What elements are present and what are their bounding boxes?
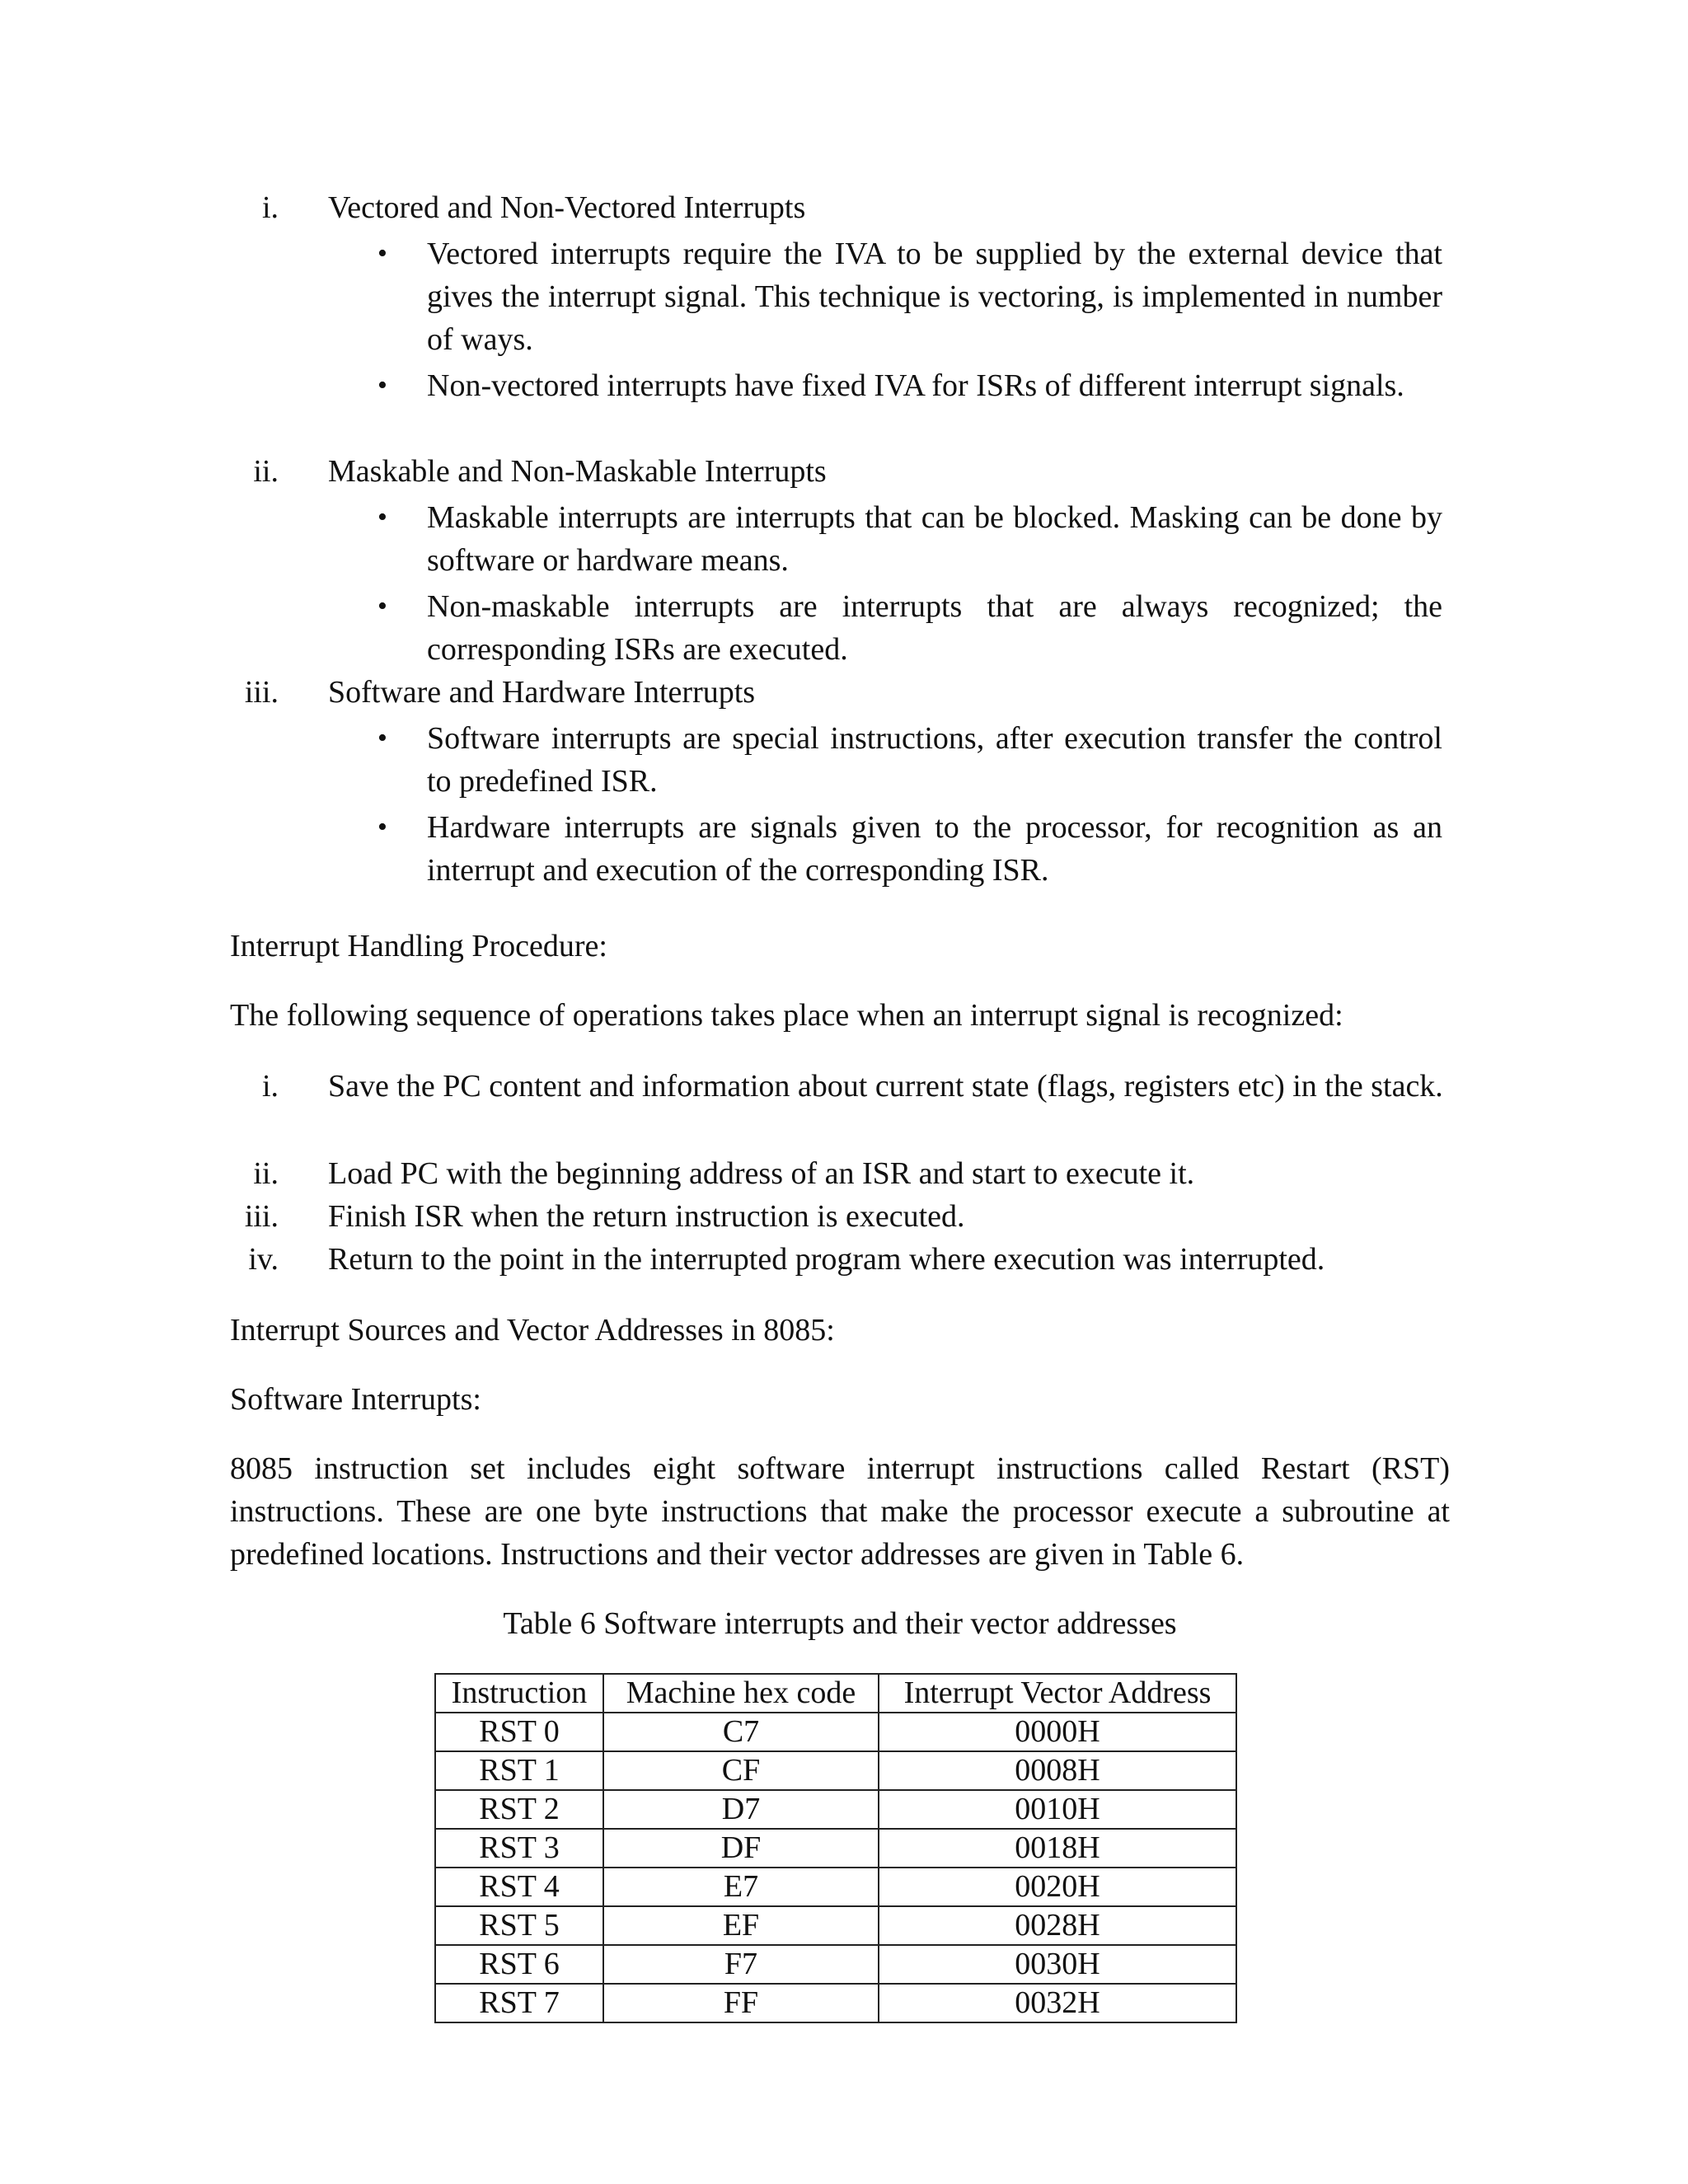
column-header: Interrupt Vector Address <box>879 1674 1236 1713</box>
list-numeral: iii. <box>244 675 279 710</box>
step-text: Load PC with the beginning address of an ISR and start to execute it. <box>328 1156 1195 1191</box>
table-header-row <box>435 1674 1236 1713</box>
table-row <box>435 1790 1236 1829</box>
table-row <box>435 1829 1236 1868</box>
table-row <box>435 1868 1236 1906</box>
table-row <box>435 1713 1236 1751</box>
table-cell: 0020H <box>879 1868 1236 1906</box>
section-heading: Interrupt Sources and Vector Addresses in 8085: <box>230 1313 835 1347</box>
list-heading: Maskable and Non-Maskable Interrupts <box>328 454 827 489</box>
table-cell: 0030H <box>879 1945 1236 1984</box>
table-cell: 0032H <box>879 1984 1236 2022</box>
list-heading: Software and Hardware Interrupts <box>328 675 756 710</box>
table-cell: C7 <box>603 1713 879 1751</box>
column-header: Machine hex code <box>603 1674 879 1713</box>
bullet-icon: • <box>377 502 387 532</box>
table-row <box>435 1984 1236 2022</box>
step-numeral: ii. <box>253 1156 279 1191</box>
step-numeral: i. <box>261 1069 279 1104</box>
step-numeral: iv. <box>248 1242 279 1277</box>
table-cell: RST 7 <box>435 1984 603 2022</box>
table-cell: RST 6 <box>435 1945 603 1984</box>
body-paragraph: 8085 instruction set includes eight software interrupt instructions called Restart (RST) instructions. These are one byte instructions that make the processor execute a subroutine at predefined locations. Instructions and their vector addresses are given in Table 6. <box>230 1451 1450 1572</box>
table-row <box>435 1945 1236 1984</box>
table-cell: RST 3 <box>435 1829 603 1868</box>
list-numeral: i. <box>261 190 279 225</box>
table-cell: E7 <box>603 1868 879 1906</box>
bullet-icon: • <box>377 591 387 621</box>
bullet-text: Vectored interrupts require the IVA to be supplied by the external device that gives the interrupt signal. This technique is vectoring, is implemented in number of ways. <box>427 237 1442 357</box>
vector-address-table <box>434 1673 1237 2023</box>
table-cell: RST 5 <box>435 1906 603 1945</box>
table-cell: 0018H <box>879 1829 1236 1868</box>
column-header: Instruction <box>435 1674 603 1713</box>
bullet-text: Software interrupts are special instructions, after execution transfer the control to predefined ISR. <box>427 721 1442 799</box>
table-cell: 0008H <box>879 1751 1236 1790</box>
table-cell: 0010H <box>879 1790 1236 1829</box>
section-heading: Interrupt Handling Procedure: <box>230 929 607 963</box>
table-cell: FF <box>603 1984 879 2022</box>
table-cell: RST 4 <box>435 1868 603 1906</box>
table-cell: D7 <box>603 1790 879 1829</box>
bullet-icon: • <box>377 238 387 269</box>
table-cell: RST 1 <box>435 1751 603 1790</box>
bullet-icon: • <box>377 370 387 401</box>
bullet-text: Hardware interrupts are signals given to the processor, for recognition as an interrupt and execution of the corresponding ISR. <box>427 810 1442 888</box>
step-numeral: iii. <box>244 1199 279 1234</box>
table-cell: RST 2 <box>435 1790 603 1829</box>
step-text: Save the PC content and information about current state (flags, registers etc) in the stack. <box>328 1069 1443 1104</box>
step-text: Finish ISR when the return instruction is executed. <box>328 1199 965 1234</box>
table-cell: F7 <box>603 1945 879 1984</box>
table-cell: CF <box>603 1751 879 1790</box>
step-text: Return to the point in the interrupted program where execution was interrupted. <box>328 1242 1325 1277</box>
table-cell: DF <box>603 1829 879 1868</box>
subsection-heading: Software Interrupts: <box>230 1382 481 1417</box>
list-heading: Vectored and Non-Vectored Interrupts <box>328 190 806 225</box>
bullet-text: Non-vectored interrupts have fixed IVA for ISRs of different interrupt signals. <box>427 368 1404 403</box>
table-row <box>435 1906 1236 1945</box>
bullet-icon: • <box>377 723 387 753</box>
table-cell: 0028H <box>879 1906 1236 1945</box>
bullet-text: Maskable interrupts are interrupts that can be blocked. Masking can be done by software or hardware means. <box>427 500 1442 578</box>
bullet-text: Non-maskable interrupts are interrupts that are always recognized; the corresponding ISRs are executed. <box>427 589 1442 667</box>
table-caption: Table 6 Software interrupts and their vector addresses <box>503 1606 1177 1641</box>
intro-paragraph: The following sequence of operations takes place when an interrupt signal is recognized: <box>230 998 1343 1033</box>
table-cell: 0000H <box>879 1713 1236 1751</box>
table-cell: EF <box>603 1906 879 1945</box>
list-numeral: ii. <box>253 454 279 489</box>
bullet-icon: • <box>377 812 387 842</box>
table-row <box>435 1751 1236 1790</box>
table-cell: RST 0 <box>435 1713 603 1751</box>
